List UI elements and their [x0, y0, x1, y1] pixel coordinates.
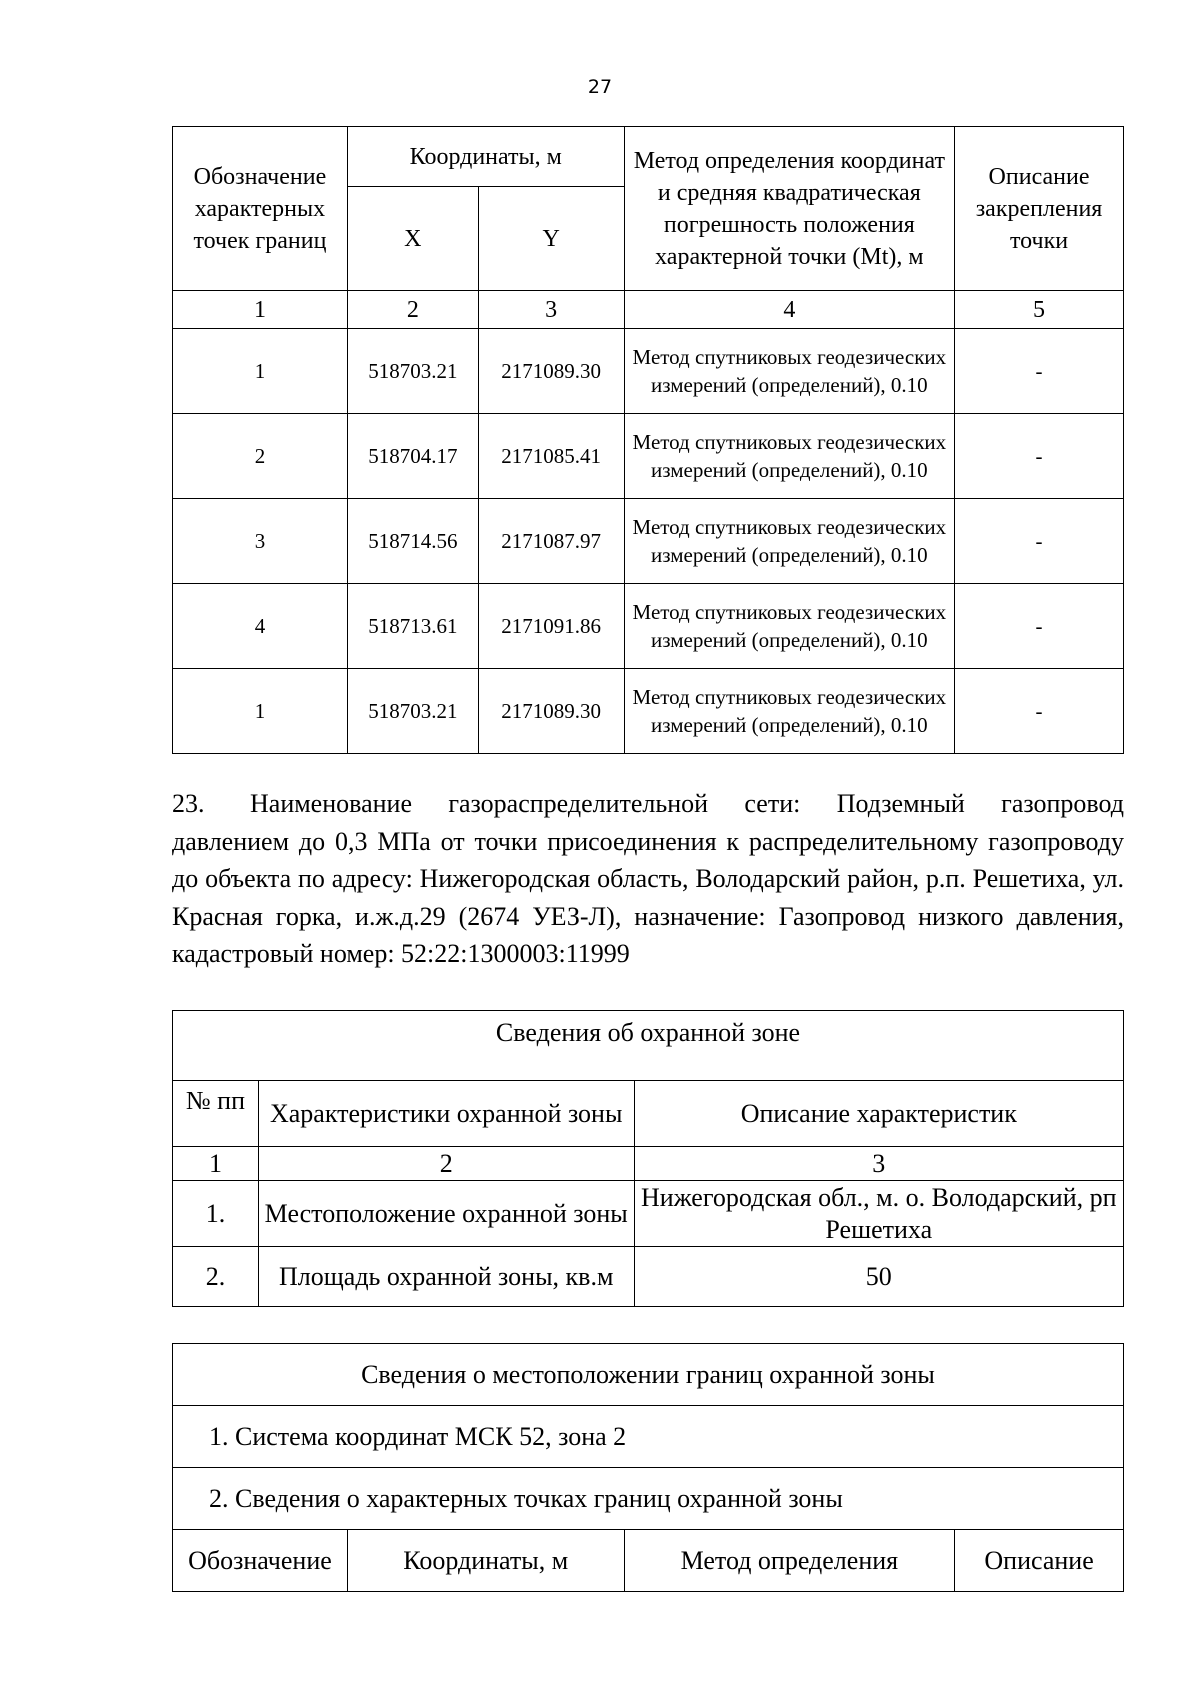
x-cell: 518714.56 — [347, 499, 478, 584]
header-point-designation: Обозначение характерных точек границ — [173, 127, 348, 291]
method-cell: Метод спутниковых геодезических измерений (определений), 0.10 — [624, 329, 954, 414]
row-number: 1. — [173, 1181, 259, 1247]
method-cell: Метод спутниковых геодезических измерений (определений), 0.10 — [624, 584, 954, 669]
column-number: 1 — [173, 291, 348, 329]
description-cell: - — [955, 414, 1124, 499]
zone-boundaries-table — [172, 1343, 1124, 1592]
x-cell: 518703.21 — [347, 669, 478, 754]
table-row — [173, 499, 1124, 584]
point-cell: 2 — [173, 414, 348, 499]
description-cell: - — [955, 499, 1124, 584]
description-cell: Нижегородская обл., м. о. Володарский, рп Решетиха — [634, 1181, 1123, 1247]
method-cell: Метод спутниковых геодезических измерений (определений), 0.10 — [624, 414, 954, 499]
column-number: 3 — [478, 291, 624, 329]
column-number: 2 — [258, 1147, 634, 1181]
table-row — [173, 669, 1124, 754]
x-cell: 518703.21 — [347, 329, 478, 414]
y-cell: 2171089.30 — [478, 669, 624, 754]
point-cell: 4 — [173, 584, 348, 669]
method-cell: Метод спутниковых геодезических измерений (определений), 0.10 — [624, 669, 954, 754]
header-description: Описание характеристик — [634, 1081, 1123, 1147]
description-cell: - — [955, 669, 1124, 754]
column-number: 3 — [634, 1147, 1123, 1181]
header-fixing-description: Описание закрепления точки — [955, 127, 1124, 291]
point-cell: 3 — [173, 499, 348, 584]
header-fixing-description: Описание — [955, 1530, 1124, 1592]
table-row — [173, 1181, 1124, 1247]
description-cell: 50 — [634, 1247, 1123, 1307]
row-number: 2. — [173, 1247, 259, 1307]
page-number: 27 — [587, 76, 613, 98]
boundary-points-item: 2. Сведения о характерных точках границ охранной зоны — [173, 1468, 1124, 1530]
description-cell: - — [955, 329, 1124, 414]
paragraph-number: 23. — [172, 789, 205, 818]
point-cell: 1 — [173, 669, 348, 754]
header-coordinates: Координаты, м — [347, 127, 624, 187]
y-cell: 2171091.86 — [478, 584, 624, 669]
y-cell: 2171087.97 — [478, 499, 624, 584]
header-method: Метод определения координат и средняя квадратическая погрешность положения характерной точки (Mt), м — [624, 127, 954, 291]
zone-table-title: Сведения об охранной зоне — [173, 1011, 1124, 1081]
header-point-designation: Обозначение — [173, 1530, 348, 1592]
table-row — [173, 1247, 1124, 1307]
characteristic-cell: Местоположение охранной зоны — [258, 1181, 634, 1247]
y-cell: 2171085.41 — [478, 414, 624, 499]
boundary-table-title: Сведения о местоположении границ охранной зоны — [173, 1344, 1124, 1406]
header-method: Метод определения — [624, 1530, 955, 1592]
header-num: № пп — [173, 1081, 259, 1147]
paragraph-text: Наименование газораспределительной сети: Подземный газопровод давлением до 0,3 МПа от точки присоединения к распределительному газопроводу до объекта по адресу: Нижегородская область, Володарский район, р.п. Решетиха, ул. Красная горка, и.ж.д.29 (2674 УЕЗ-Л), назначение: Газопровод низкого давления, кадастровый номер: 52:22:1300003:11999 — [172, 789, 1124, 968]
coordinates-table — [172, 126, 1124, 754]
gas-network-paragraph — [172, 785, 1124, 973]
protection-zone-table — [172, 1010, 1124, 1307]
coordinate-system-item: 1. Система координат МСК 52, зона 2 — [173, 1406, 1124, 1468]
header-x: X — [347, 187, 478, 291]
description-cell: - — [955, 584, 1124, 669]
table-row — [173, 414, 1124, 499]
table-row — [173, 329, 1124, 414]
header-y: Y — [478, 187, 624, 291]
x-cell: 518704.17 — [347, 414, 478, 499]
table-row — [173, 584, 1124, 669]
header-characteristic: Характеристики охранной зоны — [258, 1081, 634, 1147]
point-cell: 1 — [173, 329, 348, 414]
method-cell: Метод спутниковых геодезических измерений (определений), 0.10 — [624, 499, 954, 584]
y-cell: 2171089.30 — [478, 329, 624, 414]
characteristic-cell: Площадь охранной зоны, кв.м — [258, 1247, 634, 1307]
x-cell: 518713.61 — [347, 584, 478, 669]
column-number: 4 — [624, 291, 954, 329]
column-number: 1 — [173, 1147, 259, 1181]
column-number: 5 — [955, 291, 1124, 329]
column-number: 2 — [347, 291, 478, 329]
header-coordinates: Координаты, м — [347, 1530, 624, 1592]
